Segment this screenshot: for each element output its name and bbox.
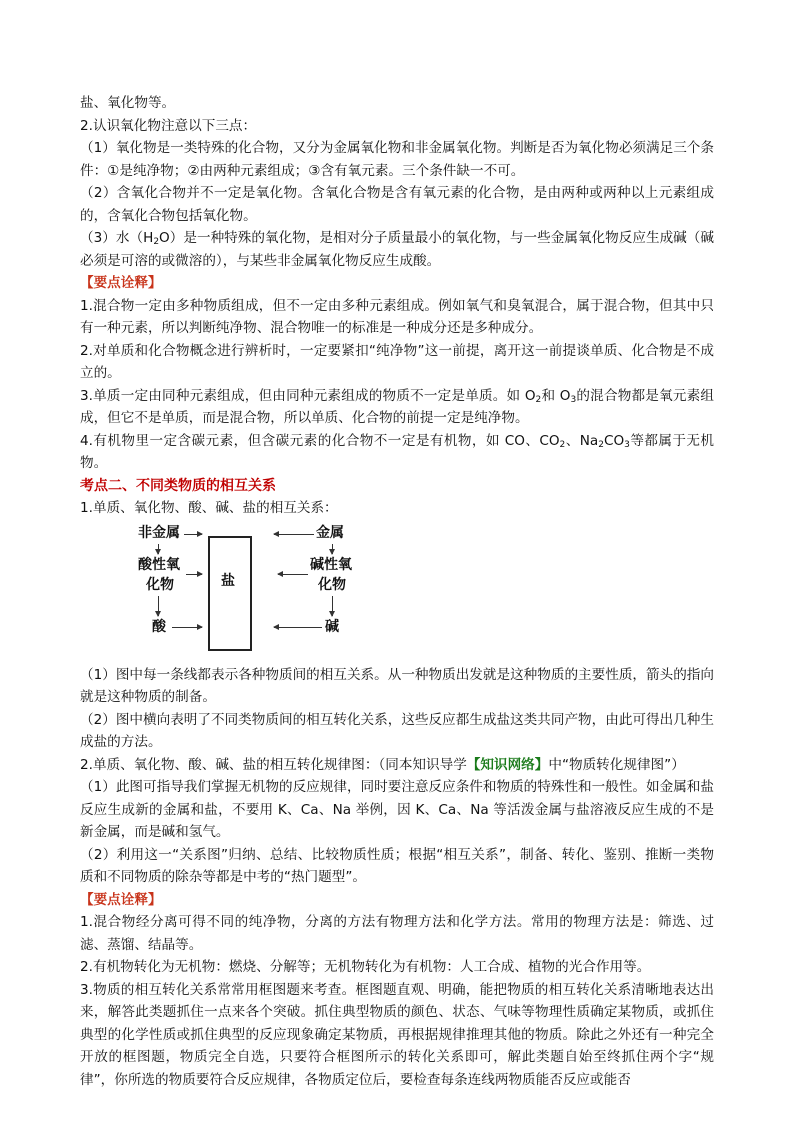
- arrow-down-icon: [158, 596, 159, 616]
- basic-oxide-label-2: 化物: [318, 576, 346, 593]
- key-point-item: 4.有机物里一定含碳元素，但含碳元素的化合物不一定是有机物，如 CO、$CO_2$、$Na_2CO_3$等都属于无机物。: [80, 432, 715, 471]
- paragraph-water: （3）水$(H_2O)$是一种特殊的氧化物，是相对分子质量最小的氧化物，与一些金属氧化物反应生成碱（碱必须是可溶的或微溶的），与某些非金属氧化物反应生成酸。: [80, 230, 714, 269]
- key-points-label: 【要点诠释】: [80, 275, 162, 291]
- basic-oxide-label-1: 碱性氧: [310, 556, 352, 573]
- key-point-item: 2.有机物转化为无机物：燃烧、分解等；无机物转化为有机物：人工合成、植物的光合作用等。: [80, 959, 651, 975]
- paragraph: （1）此图可指导我们掌握无机物的反应规律，同时要注意反应条件和物质的特殊性和一般性。如金属和盐反应生成新的金属和盐，不要用 K、Ca、Na 举例，因 K、Ca、Na 等活泼金属与盐溶液反应生成的不是新金属，而是碱和氢气。: [80, 779, 714, 840]
- key-point-item: 3.单质一定由同种元素组成，但由同种元素组成的物质不一定是单质。如 $O_2$和 $O_3$的混合物都是氧元素组成，但它不是单质，而是混合物，所以单质、化合物的前提一定是纯净物。: [80, 387, 715, 426]
- paragraph: （1）图中每一条线都表示各种物质间的相互关系。从一种物质出发就是这种物质的主要性质，箭头的指向就是这种物质的制备。: [80, 666, 714, 705]
- arrow-right-icon: [186, 574, 202, 575]
- arrow-down-icon: [332, 596, 333, 616]
- arrow-left-icon: [274, 534, 314, 535]
- key-point-item: 3.物质的相互转化关系常常用框图题来考查。框图题直观、明确，能把物质的相互转化关系清晰地表达出来，解答此类题抓住一点来各个突破。抓住典型物质的颜色、状态、气味等物理性质确定某物质，或抓住典型的化学性质或抓住典型的反应现象确定某物质，再根据规律推理其他的物质。除此之外还有一种完全开放的框图题，物质完全自选，只要符合框图所示的转化关系即可，解此类题自始至终抓住两个字“规律”，你所选的物质要符合反应规律，各物质定位后，要检查每条连线两物质能否反应或能否: [80, 981, 714, 1088]
- salt-box: [208, 536, 252, 651]
- arrow-left-icon: [278, 574, 308, 575]
- acid-label: 酸: [152, 618, 166, 635]
- paragraph: （2）利用这一“关系图”归纳、总结、比较物质性质；根据“相互关系”，制备、转化、鉴别、推断一类物质和不同物质的除杂等都是中考的“热门题型”。: [80, 846, 714, 885]
- key-points-label: 【要点诠释】: [80, 891, 162, 908]
- document-page: [80, 92, 714, 1091]
- base-label: 碱: [325, 618, 339, 635]
- arrow-left-icon: [274, 627, 322, 628]
- section-heading: 考点二、不同类物质的相互关系: [80, 477, 276, 494]
- acidic-oxide-label-2: 化物: [146, 576, 174, 593]
- arrow-down-icon: [158, 544, 159, 554]
- paragraph: （2）图中横向表明了不同类物质间的相互转化关系，这些反应都生成盐这类共同产物，由此可得出几种生成盐的方法。: [80, 711, 714, 750]
- acidic-oxide-label-1: 酸性氧: [138, 556, 180, 573]
- paragraph: 盐、氧化物等。: [80, 95, 176, 111]
- key-point-item: 2.对单质和化合物概念进行辨析时，一定要紧扣“纯净物”这一前提，离开这一前提谈单质、化合物是不成立的。: [80, 342, 714, 381]
- arrow-down-icon: [332, 544, 333, 554]
- paragraph-rule: 2.单质、氧化物、酸、碱、盐的相互转化规律图：（同本知识导学【知识网络】中“物质转化规律图”）: [80, 756, 685, 773]
- arrow-right-icon: [184, 534, 202, 535]
- arrow-right-icon: [172, 627, 202, 628]
- relationship-diagram: [80, 522, 714, 658]
- metal-label: 金属: [316, 524, 344, 541]
- paragraph: （1）氧化物是一类特殊的化合物，又分为金属氧化物和非金属氧化物。判断是否为氧化物必须满足三个条件：①是纯净物；②由两种元素组成；③含有氧元素。三个条件缺一不可。: [80, 140, 714, 179]
- nonmetal-label: 非金属: [138, 524, 180, 541]
- key-point-item: 1.混合物经分离可得不同的纯净物，分离的方法有物理方法和化学方法。常用的物理方法是：筛选、过滤、蒸馏、结晶等。: [80, 914, 714, 953]
- paragraph: （2）含氧化合物并不一定是氧化物。含氧化合物是含有氧元素的化合物，是由两种或两种以上元素组成的，含氧化合物包括氧化物。: [80, 185, 714, 224]
- key-point-item: 1.混合物一定由多种物质组成，但不一定由多种元素组成。例如氧气和臭氧混合，属于混合物，但其中只有一种元素，所以判断纯净物、混合物唯一的标准是一种成分还是多种成分。: [80, 297, 714, 336]
- salt-label: 盐: [221, 572, 235, 589]
- section-intro: 1.单质、氧化物、酸、碱、盐的相互关系：: [80, 500, 338, 516]
- paragraph: 2.认识氧化物注意以下三点：: [80, 117, 257, 134]
